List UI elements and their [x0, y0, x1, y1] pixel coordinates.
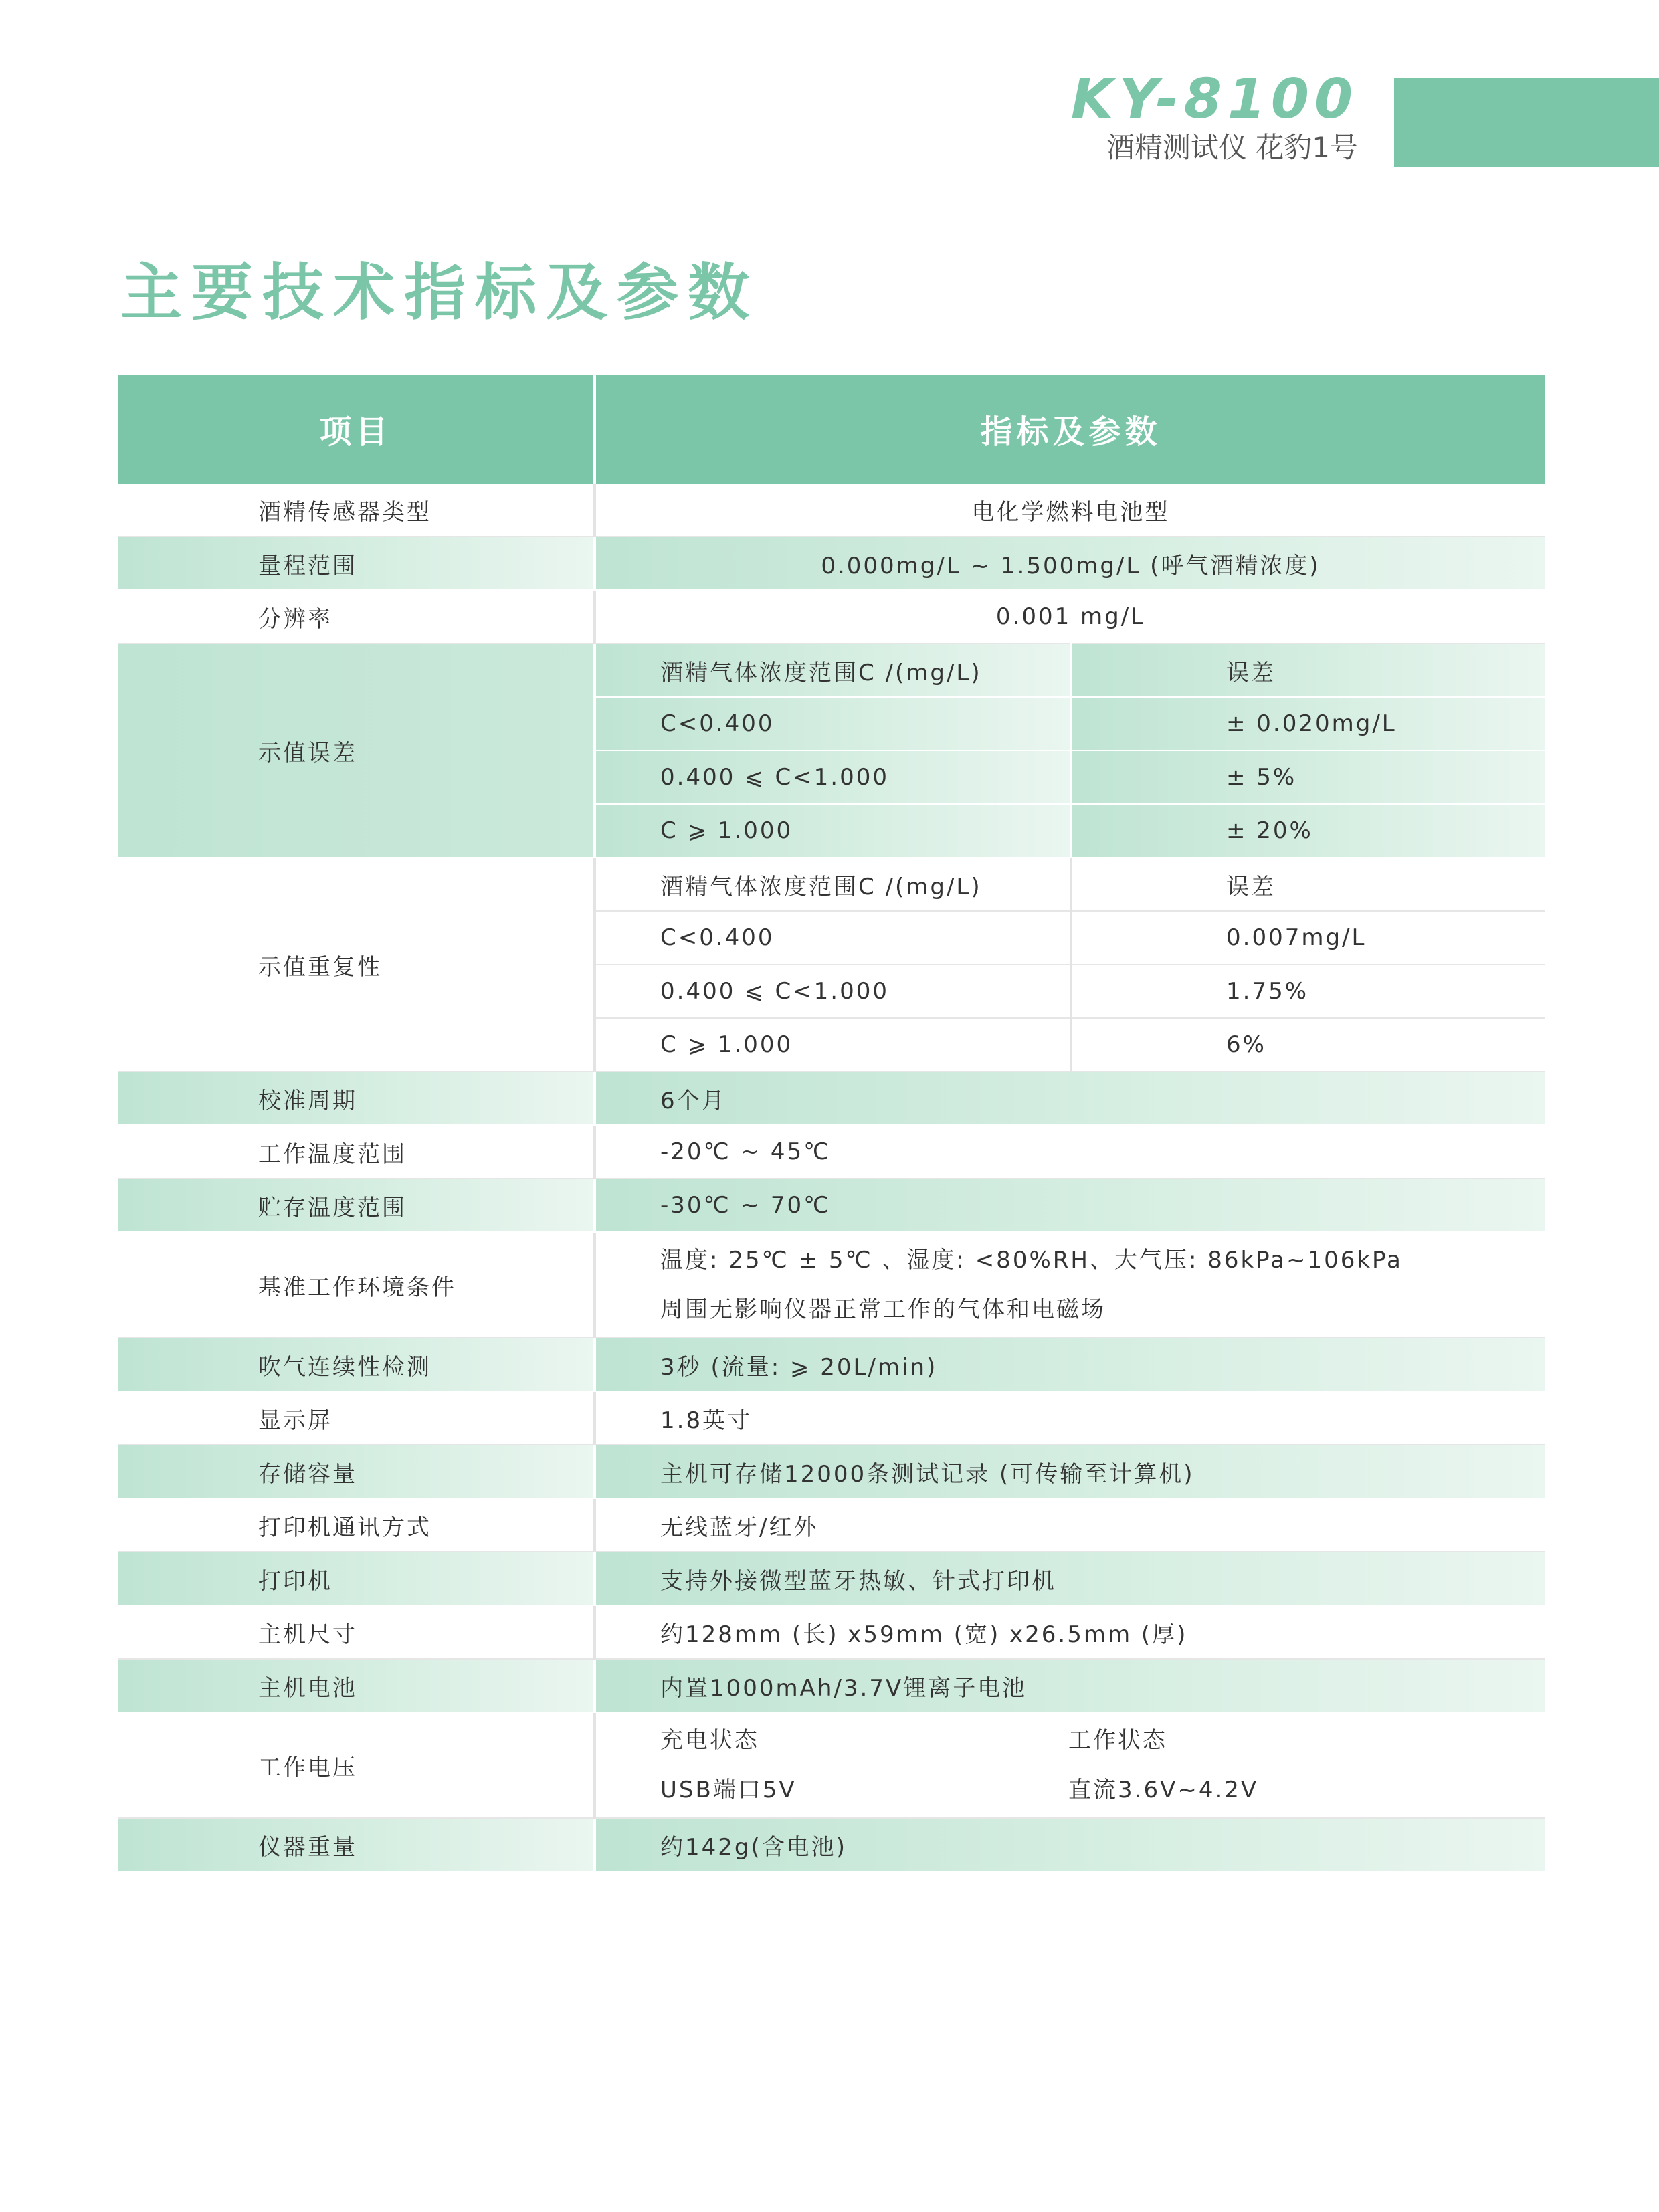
row-label: 贮存温度范围 — [118, 1179, 595, 1232]
row-label: 存储容量 — [118, 1445, 595, 1498]
table-row — [118, 1498, 1545, 1552]
table-row — [118, 1818, 1545, 1872]
table-row — [118, 1179, 1545, 1232]
subtable-header-conc: 酒精气体浓度范围C /(mg/L) — [595, 858, 1071, 911]
table-row — [118, 1712, 1545, 1818]
voltage-bottom-line — [660, 1765, 1545, 1815]
voltage-cell — [595, 1712, 1545, 1818]
row-value: 6个月 — [595, 1072, 1545, 1125]
row-label: 打印机通讯方式 — [118, 1498, 595, 1552]
row-label: 主机尺寸 — [118, 1605, 595, 1659]
row-label: 校准周期 — [118, 1072, 595, 1125]
row-value: 0.001 mg/L — [595, 590, 1545, 643]
subtable-error: 1.75% — [1071, 965, 1545, 1018]
page-title: 主要技术指标及参数 — [120, 257, 759, 328]
charge-state-value: USB端口5V — [660, 1777, 797, 1803]
row-value-multiline — [595, 1232, 1545, 1338]
subtable-error: 6% — [1071, 1018, 1545, 1072]
subtable-conc: C ⩾ 1.000 — [595, 1018, 1071, 1072]
subtable-error: ± 5% — [1071, 750, 1545, 804]
subtable-header-error: 误差 — [1071, 643, 1545, 697]
row-label: 示值重复性 — [118, 858, 595, 1072]
row-label: 工作温度范围 — [118, 1125, 595, 1179]
row-label: 分辨率 — [118, 590, 595, 643]
table-header-row — [118, 375, 1545, 484]
table-row — [118, 590, 1545, 643]
header-spec: 指标及参数 — [595, 375, 1545, 484]
row-value: 支持外接微型蓝牙热敏、针式打印机 — [595, 1552, 1545, 1605]
table-row — [118, 1605, 1545, 1659]
work-state-value: 直流3.6V~4.2V — [1068, 1777, 1259, 1803]
subtable-conc: C<0.400 — [595, 697, 1071, 750]
row-value: 1.8英寸 — [595, 1391, 1545, 1445]
table-row — [118, 643, 1545, 697]
subtable-error: ± 0.020mg/L — [1071, 697, 1545, 750]
env-line-2: 周围无影响仪器正常工作的气体和电磁场 — [660, 1296, 1106, 1323]
row-label: 工作电压 — [118, 1712, 595, 1818]
row-label: 酒精传感器类型 — [118, 484, 595, 536]
subtable-conc: C ⩾ 1.000 — [595, 804, 1071, 858]
row-label: 吹气连续性检测 — [118, 1338, 595, 1391]
table-row — [118, 536, 1545, 590]
table-row — [118, 1232, 1545, 1338]
subtable-error: 0.007mg/L — [1071, 911, 1545, 965]
subtable-header-error: 误差 — [1071, 858, 1545, 911]
subtable-conc: 0.400 ⩽ C<1.000 — [595, 750, 1071, 804]
row-label: 基准工作环境条件 — [118, 1232, 595, 1338]
row-value: 0.000mg/L ~ 1.500mg/L (呼气酒精浓度) — [595, 536, 1545, 590]
subtable-conc: 0.400 ⩽ C<1.000 — [595, 965, 1071, 1018]
row-value: 约128mm (长) x59mm (宽) x26.5mm (厚) — [595, 1605, 1545, 1659]
table-row — [118, 1338, 1545, 1391]
env-line-1: 温度: 25℃ ± 5℃ 、湿度: <80%RH、大气压: 86kPa~106kPa — [660, 1247, 1403, 1274]
subtable-header-conc: 酒精气体浓度范围C /(mg/L) — [595, 643, 1071, 697]
row-label: 主机电池 — [118, 1659, 595, 1712]
table-row — [118, 484, 1545, 536]
table-row — [118, 1552, 1545, 1605]
spec-table — [118, 375, 1545, 1872]
voltage-top-line — [660, 1716, 1545, 1765]
row-value: 3秒 (流量: ⩾ 20L/min) — [595, 1338, 1545, 1391]
subtable-error: ± 20% — [1071, 804, 1545, 858]
table-row — [118, 1391, 1545, 1445]
row-value: 约142g(含电池) — [595, 1818, 1545, 1872]
row-label: 示值误差 — [118, 643, 595, 858]
table-row — [118, 1072, 1545, 1125]
row-label: 仪器重量 — [118, 1818, 595, 1872]
row-value: 电化学燃料电池型 — [595, 484, 1545, 536]
subtable-conc: C<0.400 — [595, 911, 1071, 965]
charge-state-title: 充电状态 — [660, 1727, 759, 1754]
row-value: 无线蓝牙/红外 — [595, 1498, 1545, 1552]
header-item: 项目 — [118, 375, 595, 484]
row-value: -30℃ ~ 70℃ — [595, 1179, 1545, 1232]
table-row — [118, 858, 1545, 911]
row-value: 内置1000mAh/3.7V锂离子电池 — [595, 1659, 1545, 1712]
row-label: 量程范围 — [118, 536, 595, 590]
work-state-title: 工作状态 — [1068, 1727, 1167, 1754]
table-row — [118, 1659, 1545, 1712]
brand-model: KY-8100 — [1070, 68, 1358, 131]
brand-accent-bar — [1394, 78, 1659, 167]
row-label: 显示屏 — [118, 1391, 595, 1445]
row-value: -20℃ ~ 45℃ — [595, 1125, 1545, 1179]
row-value: 主机可存储12000条测试记录 (可传输至计算机) — [595, 1445, 1545, 1498]
table-row — [118, 1125, 1545, 1179]
brand-subtitle: 酒精测试仪 花豹1号 — [1106, 131, 1358, 164]
table-row — [118, 1445, 1545, 1498]
row-label: 打印机 — [118, 1552, 595, 1605]
